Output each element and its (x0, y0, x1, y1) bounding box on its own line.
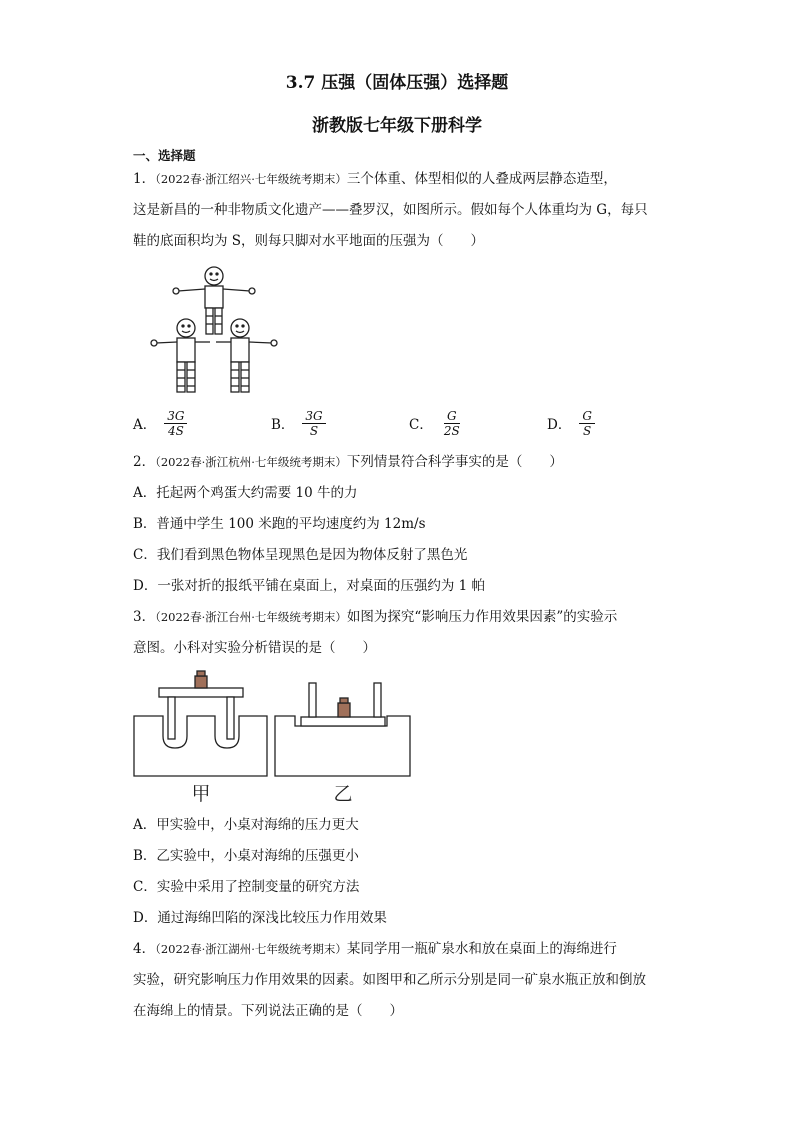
question-3-line-2: 意图。小科对实验分析错误的是（ ） (133, 640, 376, 656)
question-3-option-c[interactable]: C．实验中采用了控制变量的研究方法 (133, 879, 360, 895)
document-subtitle: 浙教版七年级下册科学 (312, 116, 482, 136)
question-source: （2022春·浙江绍兴·七年级统考期末） (155, 172, 347, 186)
question-1-options (133, 403, 633, 447)
option-a[interactable]: A． $\frac{3G}{4S}$ (133, 403, 187, 443)
sponge-experiment-figure (133, 668, 415, 808)
question-number: 4． (133, 941, 156, 957)
question-3-line-1 (133, 607, 617, 627)
question-source: （2022春·浙江台州·七年级统考期末） (155, 610, 347, 624)
question-1-line-1 (133, 169, 617, 189)
question-4-line-3: 在海绵上的情景。下列说法正确的是（ ） (133, 1003, 403, 1019)
question-text: 三个体重、体型相似的人叠成两层静态造型， (346, 171, 617, 187)
question-2-option-d[interactable]: D．一张对折的报纸平铺在桌面上，对桌面的压强约为 1 帕 (133, 578, 485, 594)
question-3-option-b[interactable]: B．乙实验中，小桌对海绵的压强更小 (133, 848, 359, 864)
question-1-line-3: 鞋的底面积均为 S，则每只脚对水平地面的压强为（ ） (133, 233, 485, 249)
question-4-line-2: 实验，研究影响压力作用效果的因素。如图甲和乙所示分别是同一矿泉水瓶正放和倒放 (133, 972, 646, 988)
figure-label-jia: 甲 (191, 783, 211, 805)
question-source: （2022春·浙江湖州·七年级统考期末） (155, 942, 347, 956)
question-3-option-d[interactable]: D．通过海绵凹陷的深浅比较压力作用效果 (133, 910, 387, 926)
question-number: 3． (133, 609, 156, 625)
question-number: 2． (133, 454, 156, 470)
option-d[interactable]: D． $\frac{G}{S}$ (547, 403, 595, 443)
pyramid-figure (148, 262, 288, 396)
question-source: （2022春·浙江杭州·七年级统考期末） (155, 455, 347, 469)
question-text: 某同学用一瓶矿泉水和放在桌面上的海绵进行 (346, 941, 617, 957)
question-2-option-b[interactable]: B．普通中学生 100 米跑的平均速度约为 12m/s (133, 516, 426, 532)
question-2-option-c[interactable]: C．我们看到黑色物体呈现黑色是因为物体反射了黑色光 (133, 547, 468, 563)
option-c[interactable]: C． $\frac{G}{2S}$ (409, 408, 460, 438)
question-number: 1． (133, 171, 156, 187)
document-title: 3.7 压强（固体压强）选择题 (285, 73, 509, 93)
option-b[interactable]: B． $\frac{3G}{S}$ (271, 403, 326, 443)
question-3-option-a[interactable]: A．甲实验中，小桌对海绵的压力更大 (133, 817, 359, 833)
question-text: 如图为探究“影响压力作用效果因素”的实验示 (346, 609, 618, 625)
question-text: 下列情景符合科学事实的是（ ） (346, 454, 563, 470)
figure-label-yi: 乙 (333, 783, 353, 805)
question-1-line-2: 这是新昌的一种非物质文化遗产——叠罗汉，如图所示。假如每个人体重均为 G，每只 (133, 202, 648, 218)
question-2-option-a[interactable]: A．托起两个鸡蛋大约需要 10 牛的力 (133, 485, 358, 501)
question-4-line-1 (133, 939, 617, 959)
question-2-line-1 (133, 452, 563, 472)
section-heading: 一、选择题 (133, 148, 196, 163)
